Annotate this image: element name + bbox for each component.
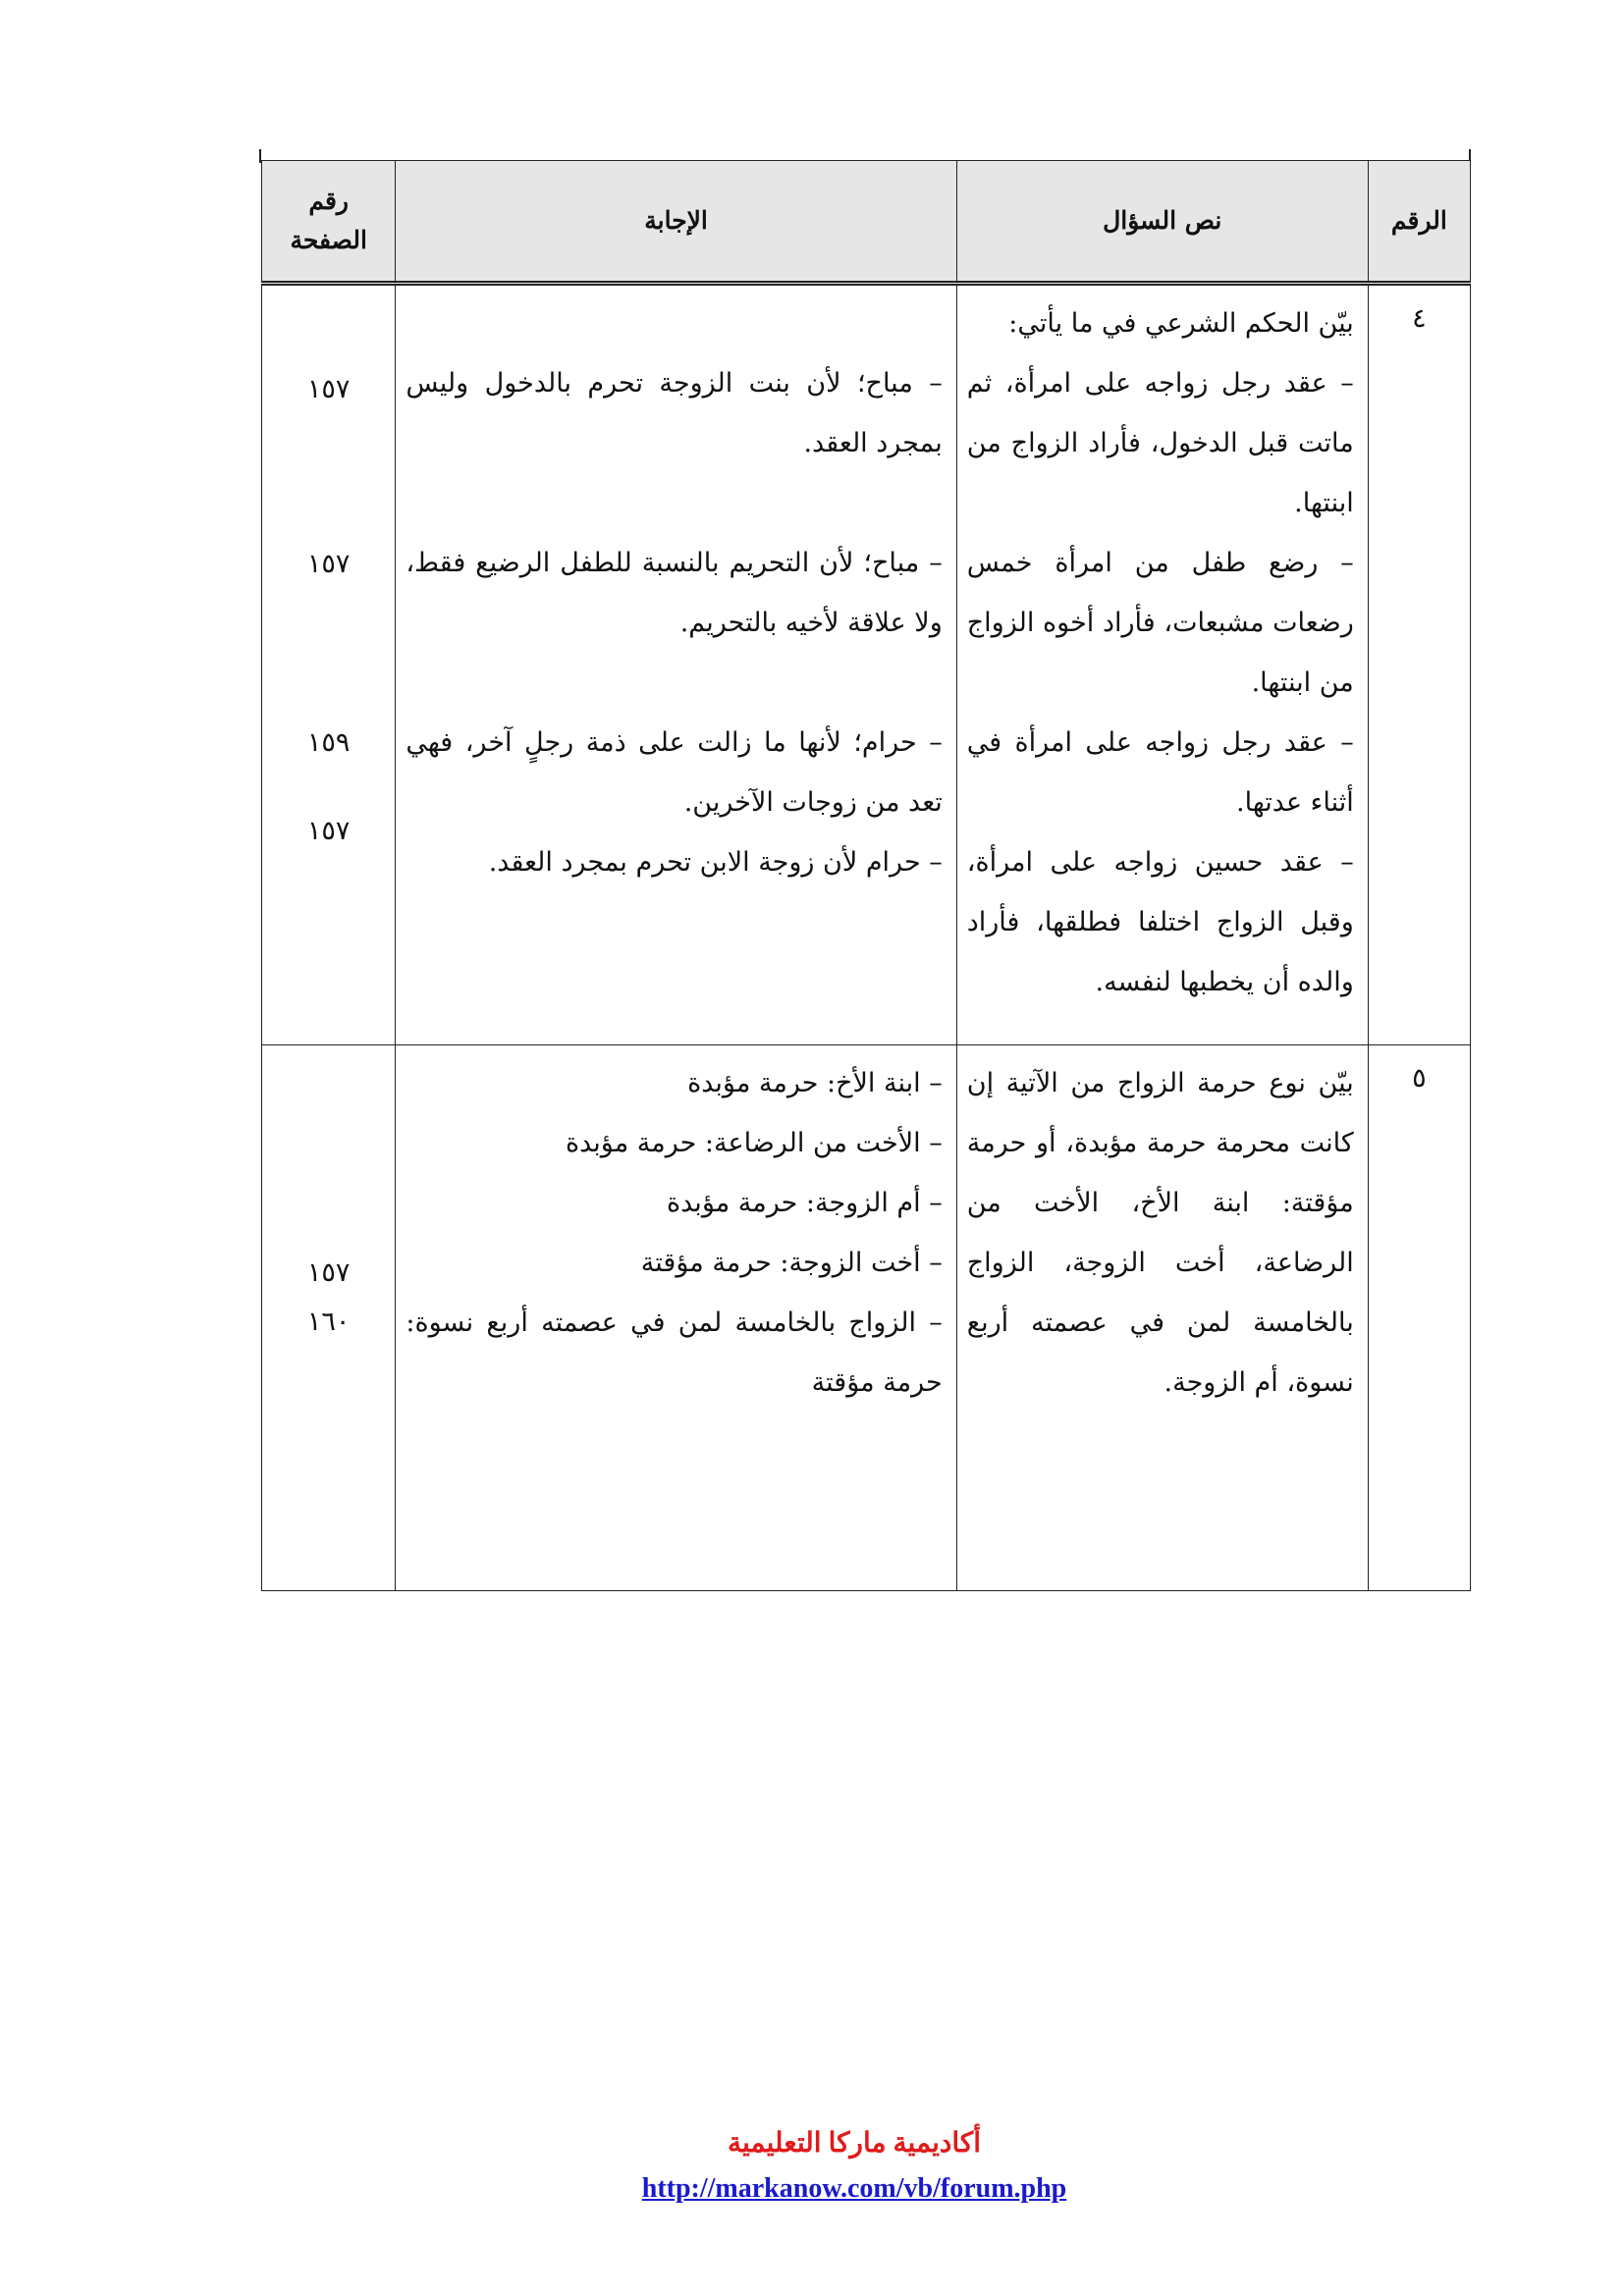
answer-item: – حرام لأن زوجة الابن تحرم بمجرد العقد. [488,847,943,878]
question-text: بيّن نوع حرمة الزواج من الآتية إن كانت محرمة حرمة مؤبدة، أو حرمة مؤقتة: ابنة الأخ، الأخت من الرضاعة، أخت الزوجة، الزواج بالخامسة لمن في عصمته أربع نسوة، أم الزوجة. [966,1068,1354,1398]
page-number: ١٦٠ [306,1307,351,1337]
answer-cell [396,284,956,1045]
answer-item: – ابنة الأخ: حرمة مؤبدة [687,1068,943,1098]
answer-item: – أم الزوجة: حرمة مؤبدة [666,1188,943,1218]
header-question: نص السؤال [956,161,1368,284]
page-number: ١٥٧ [306,1257,351,1288]
page-number: ١٥٧ [306,816,351,846]
footer-academy-name: أكاديمية ماركا التعليمية [727,2128,982,2159]
answer-item: – أخت الزوجة: حرمة مؤقتة [640,1248,943,1278]
question-item: – عقد رجل زواجه على امرأة في أثناء عدتها. [966,727,1354,818]
page-number: ١٥٩ [306,727,351,758]
answer-item: – مباح؛ لأن بنت الزوجة تحرم بالدخول وليس بمجرد العقد. [406,368,943,458]
page-cell [262,284,396,1045]
question-item: – عقد رجل زواجه على امرأة، ثم ماتت قبل الدخول، فأراد الزواج من ابنتها. [966,368,1354,518]
page-cell [262,1045,396,1591]
answer-item: – مباح؛ لأن التحريم بالنسبة للطفل الرضيع فقط، ولا علاقة لأخيه بالتحريم. [406,548,943,638]
answer-item: – الزواج بالخامسة لمن في عصمته أربع نسوة: حرمة مؤقتة [406,1308,943,1398]
question-item: – رضع طفل من امرأة خمس رضعات مشبعات، فأراد أخوه الزواج من ابنتها. [966,548,1354,698]
answer-key-table [261,160,1471,1591]
header-number: الرقم [1368,161,1470,284]
question-cell [956,1045,1368,1591]
question-cell [956,284,1368,1045]
answer-cell [396,1045,956,1591]
answer-item: – حرام؛ لأنها ما زالت على ذمة رجلٍ آخر، فهي تعد من زوجات الآخرين. [406,727,943,818]
page-number: ١٥٧ [306,549,351,579]
page-number: ١٥٧ [306,374,351,404]
header-page [262,161,396,284]
row-number: ٤ [1368,284,1470,1045]
answer-item: – الأخت من الرضاعة: حرمة مؤبدة [565,1128,943,1158]
question-intro: بيّن الحكم الشرعي في ما يأتي: [1008,308,1354,339]
table-header-row [262,161,1471,284]
question-item: – عقد حسين زواجه على امرأة، وقبل الزواج اختلفا فطلقها، فأراد والده أن يخطبها لنفسه. [966,847,1354,997]
footer-forum-link[interactable]: http://markanow.com/vb/forum.php [641,2173,1067,2204]
header-page-label: رقم الصفحة [290,187,367,254]
header-answer: الإجابة [396,161,956,284]
table-row [262,1045,1471,1591]
table-row [262,284,1471,1045]
row-number: ٥ [1368,1045,1470,1591]
